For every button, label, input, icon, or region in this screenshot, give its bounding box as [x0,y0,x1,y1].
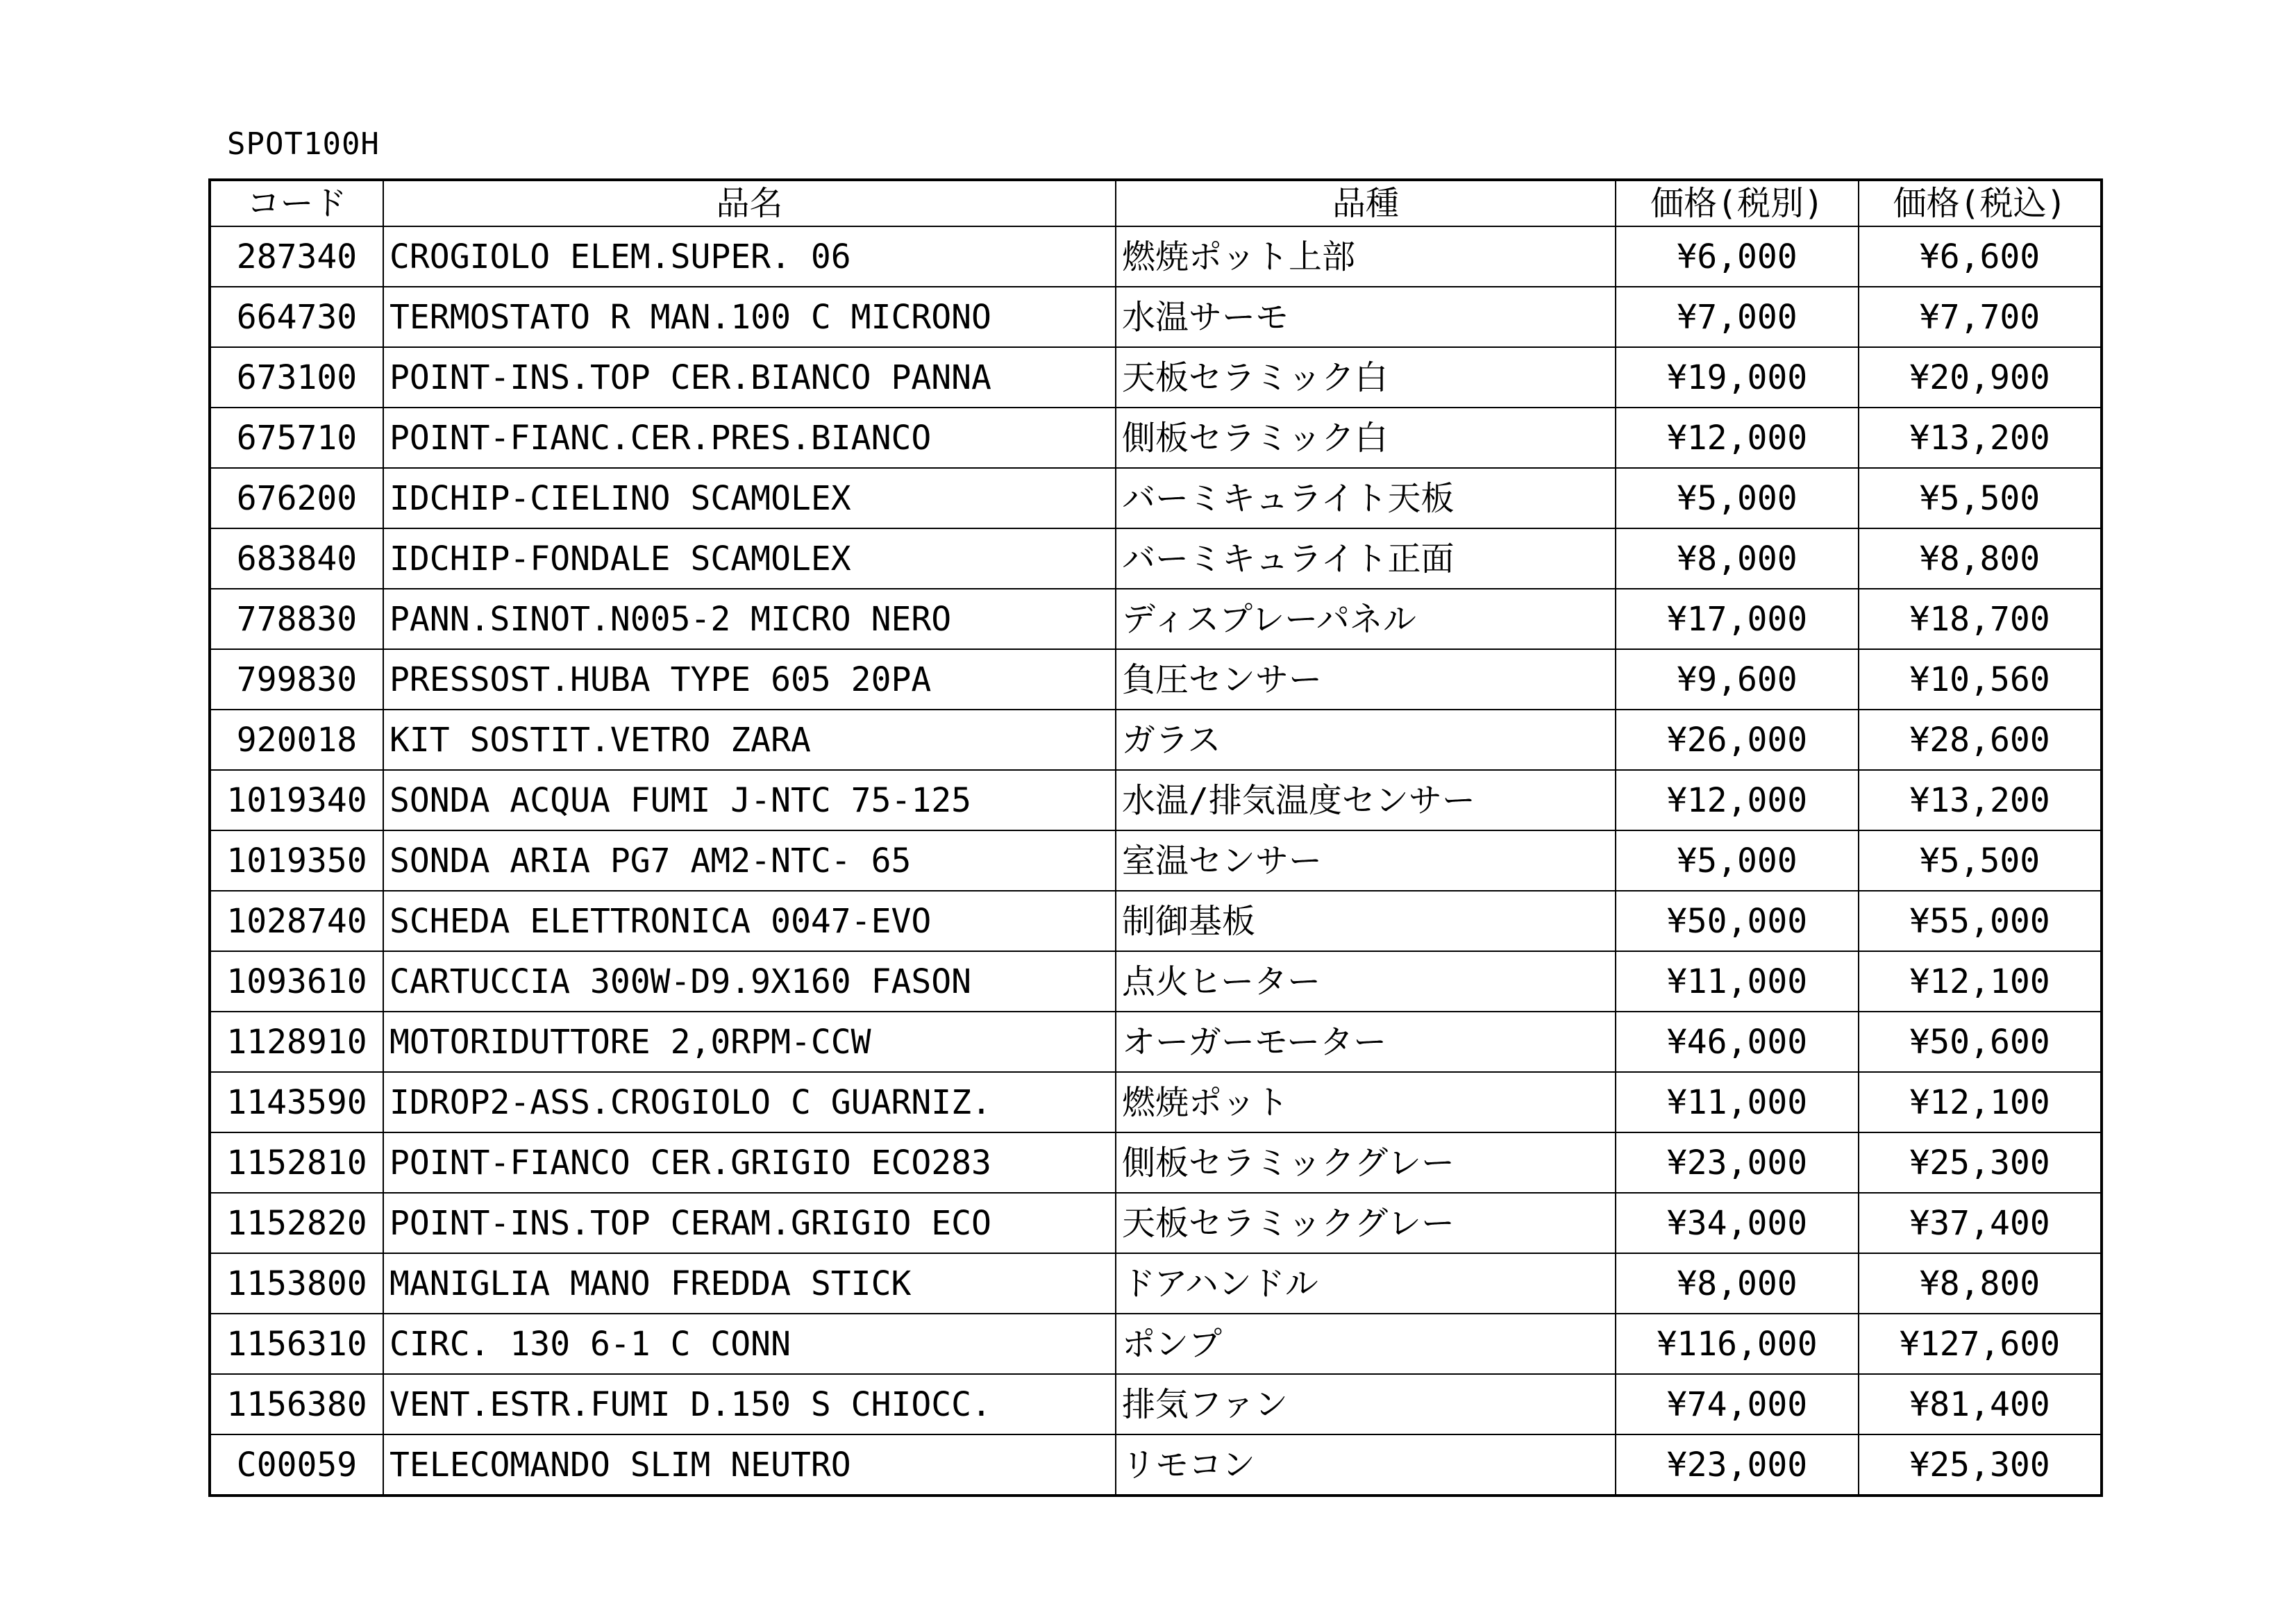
cell-name: POINT-FIANCO CER.GRIGIO ECO283 [383,1132,1116,1193]
cell-price: ¥23,000 [1616,1132,1859,1193]
cell-price: ¥8,000 [1616,528,1859,589]
cell-type: 室温センサー [1116,830,1616,891]
cell-price: ¥116,000 [1616,1314,1859,1374]
cell-code: 1156380 [210,1374,383,1434]
cell-name: VENT.ESTR.FUMI D.150 S CHIOCC. [383,1374,1116,1434]
cell-price: ¥12,000 [1616,770,1859,830]
cell-type: 燃焼ポット上部 [1116,226,1616,287]
header-price-tax: 価格(税込) [1859,180,2102,226]
header-code: コード [210,180,383,226]
cell-price-tax: ¥25,300 [1859,1132,2102,1193]
table-row [210,710,2102,770]
table-row [210,1253,2102,1314]
cell-price: ¥46,000 [1616,1012,1859,1072]
cell-price-tax: ¥50,600 [1859,1012,2102,1072]
cell-type: 天板セラミック白 [1116,347,1616,408]
table-row [210,468,2102,528]
cell-price-tax: ¥7,700 [1859,287,2102,347]
table-row [210,649,2102,710]
cell-name: IDROP2-ASS.CROGIOLO C GUARNIZ. [383,1072,1116,1132]
cell-name: IDCHIP-CIELINO SCAMOLEX [383,468,1116,528]
header-name: 品名 [383,180,1116,226]
cell-price: ¥23,000 [1616,1434,1859,1496]
cell-price-tax: ¥13,200 [1859,770,2102,830]
cell-type: バーミキュライト天板 [1116,468,1616,528]
cell-price: ¥34,000 [1616,1193,1859,1253]
table-row [210,287,2102,347]
cell-code: 675710 [210,408,383,468]
header-type: 品種 [1116,180,1616,226]
cell-code: 1152810 [210,1132,383,1193]
cell-name: PANN.SINOT.N005-2 MICRO NERO [383,589,1116,649]
table-row [210,226,2102,287]
cell-name: SCHEDA ELETTRONICA 0047-EVO [383,891,1116,951]
cell-code: 1028740 [210,891,383,951]
cell-name: PRESSOST.HUBA TYPE 605 20PA [383,649,1116,710]
cell-code: 673100 [210,347,383,408]
cell-name: CROGIOLO ELEM.SUPER. 06 [383,226,1116,287]
cell-price-tax: ¥37,400 [1859,1193,2102,1253]
cell-name: MANIGLIA MANO FREDDA STICK [383,1253,1116,1314]
cell-type: リモコン [1116,1434,1616,1496]
cell-code: 778830 [210,589,383,649]
table-row [210,1434,2102,1496]
cell-name: CARTUCCIA 300W-D9.9X160 FASON [383,951,1116,1012]
cell-price-tax: ¥12,100 [1859,951,2102,1012]
cell-price-tax: ¥20,900 [1859,347,2102,408]
cell-code: 664730 [210,287,383,347]
cell-code: 920018 [210,710,383,770]
cell-code: 1128910 [210,1012,383,1072]
cell-name: POINT-INS.TOP CER.BIANCO PANNA [383,347,1116,408]
cell-type: 側板セラミックグレー [1116,1132,1616,1193]
cell-type: 点火ヒーター [1116,951,1616,1012]
cell-type: 側板セラミック白 [1116,408,1616,468]
cell-price-tax: ¥28,600 [1859,710,2102,770]
cell-type: ディスプレーパネル [1116,589,1616,649]
cell-code: 1093610 [210,951,383,1012]
cell-price-tax: ¥25,300 [1859,1434,2102,1496]
cell-type: ポンプ [1116,1314,1616,1374]
cell-type: 燃焼ポット [1116,1072,1616,1132]
cell-price-tax: ¥8,800 [1859,1253,2102,1314]
cell-name: SONDA ARIA PG7 AM2-NTC- 65 [383,830,1116,891]
cell-price-tax: ¥18,700 [1859,589,2102,649]
cell-name: TELECOMANDO SLIM NEUTRO [383,1434,1116,1496]
cell-name: SONDA ACQUA FUMI J-NTC 75-125 [383,770,1116,830]
cell-name: KIT SOSTIT.VETRO ZARA [383,710,1116,770]
cell-price: ¥8,000 [1616,1253,1859,1314]
table-row [210,770,2102,830]
table-row [210,1012,2102,1072]
table-row [210,1314,2102,1374]
cell-price: ¥5,000 [1616,830,1859,891]
cell-type: 水温サーモ [1116,287,1616,347]
table-row [210,830,2102,891]
parts-price-table [208,178,2103,1497]
cell-name: POINT-FIANC.CER.PRES.BIANCO [383,408,1116,468]
cell-code: 1156310 [210,1314,383,1374]
cell-price-tax: ¥5,500 [1859,468,2102,528]
cell-code: 1153800 [210,1253,383,1314]
cell-price: ¥26,000 [1616,710,1859,770]
cell-price-tax: ¥6,600 [1859,226,2102,287]
table-row [210,347,2102,408]
cell-price-tax: ¥81,400 [1859,1374,2102,1434]
document-title: SPOT100H [227,126,380,162]
table-row [210,891,2102,951]
cell-price-tax: ¥10,560 [1859,649,2102,710]
table-row [210,589,2102,649]
cell-type: 負圧センサー [1116,649,1616,710]
cell-code: 676200 [210,468,383,528]
cell-type: バーミキュライト正面 [1116,528,1616,589]
cell-price-tax: ¥55,000 [1859,891,2102,951]
cell-name: IDCHIP-FONDALE SCAMOLEX [383,528,1116,589]
cell-price: ¥12,000 [1616,408,1859,468]
cell-price: ¥11,000 [1616,951,1859,1012]
cell-name: TERMOSTATO R MAN.100 C MICRONO [383,287,1116,347]
cell-type: ドアハンドル [1116,1253,1616,1314]
cell-name: MOTORIDUTTORE 2,0RPM-CCW [383,1012,1116,1072]
cell-code: C00059 [210,1434,383,1496]
header-price: 価格(税別) [1616,180,1859,226]
cell-code: 1019350 [210,830,383,891]
cell-price: ¥50,000 [1616,891,1859,951]
table-row [210,1072,2102,1132]
table-header-row [210,180,2102,226]
cell-code: 1152820 [210,1193,383,1253]
table-row [210,1132,2102,1193]
cell-price: ¥5,000 [1616,468,1859,528]
cell-type: 制御基板 [1116,891,1616,951]
cell-price-tax: ¥13,200 [1859,408,2102,468]
cell-price: ¥17,000 [1616,589,1859,649]
table-row [210,951,2102,1012]
cell-code: 683840 [210,528,383,589]
cell-type: 水温/排気温度センサー [1116,770,1616,830]
cell-price: ¥6,000 [1616,226,1859,287]
cell-price: ¥74,000 [1616,1374,1859,1434]
cell-type: ガラス [1116,710,1616,770]
cell-name: CIRC. 130 6-1 C CONN [383,1314,1116,1374]
cell-price: ¥19,000 [1616,347,1859,408]
cell-type: オーガーモーター [1116,1012,1616,1072]
table-row [210,408,2102,468]
cell-type: 排気ファン [1116,1374,1616,1434]
cell-type: 天板セラミックグレー [1116,1193,1616,1253]
table-row [210,528,2102,589]
cell-price: ¥7,000 [1616,287,1859,347]
cell-code: 1143590 [210,1072,383,1132]
cell-code: 287340 [210,226,383,287]
cell-price: ¥11,000 [1616,1072,1859,1132]
table-row [210,1193,2102,1253]
cell-name: POINT-INS.TOP CERAM.GRIGIO ECO [383,1193,1116,1253]
cell-price-tax: ¥8,800 [1859,528,2102,589]
cell-code: 799830 [210,649,383,710]
cell-price-tax: ¥5,500 [1859,830,2102,891]
table-body [210,226,2102,1496]
table-row [210,1374,2102,1434]
cell-price-tax: ¥12,100 [1859,1072,2102,1132]
cell-price: ¥9,600 [1616,649,1859,710]
cell-code: 1019340 [210,770,383,830]
cell-price-tax: ¥127,600 [1859,1314,2102,1374]
